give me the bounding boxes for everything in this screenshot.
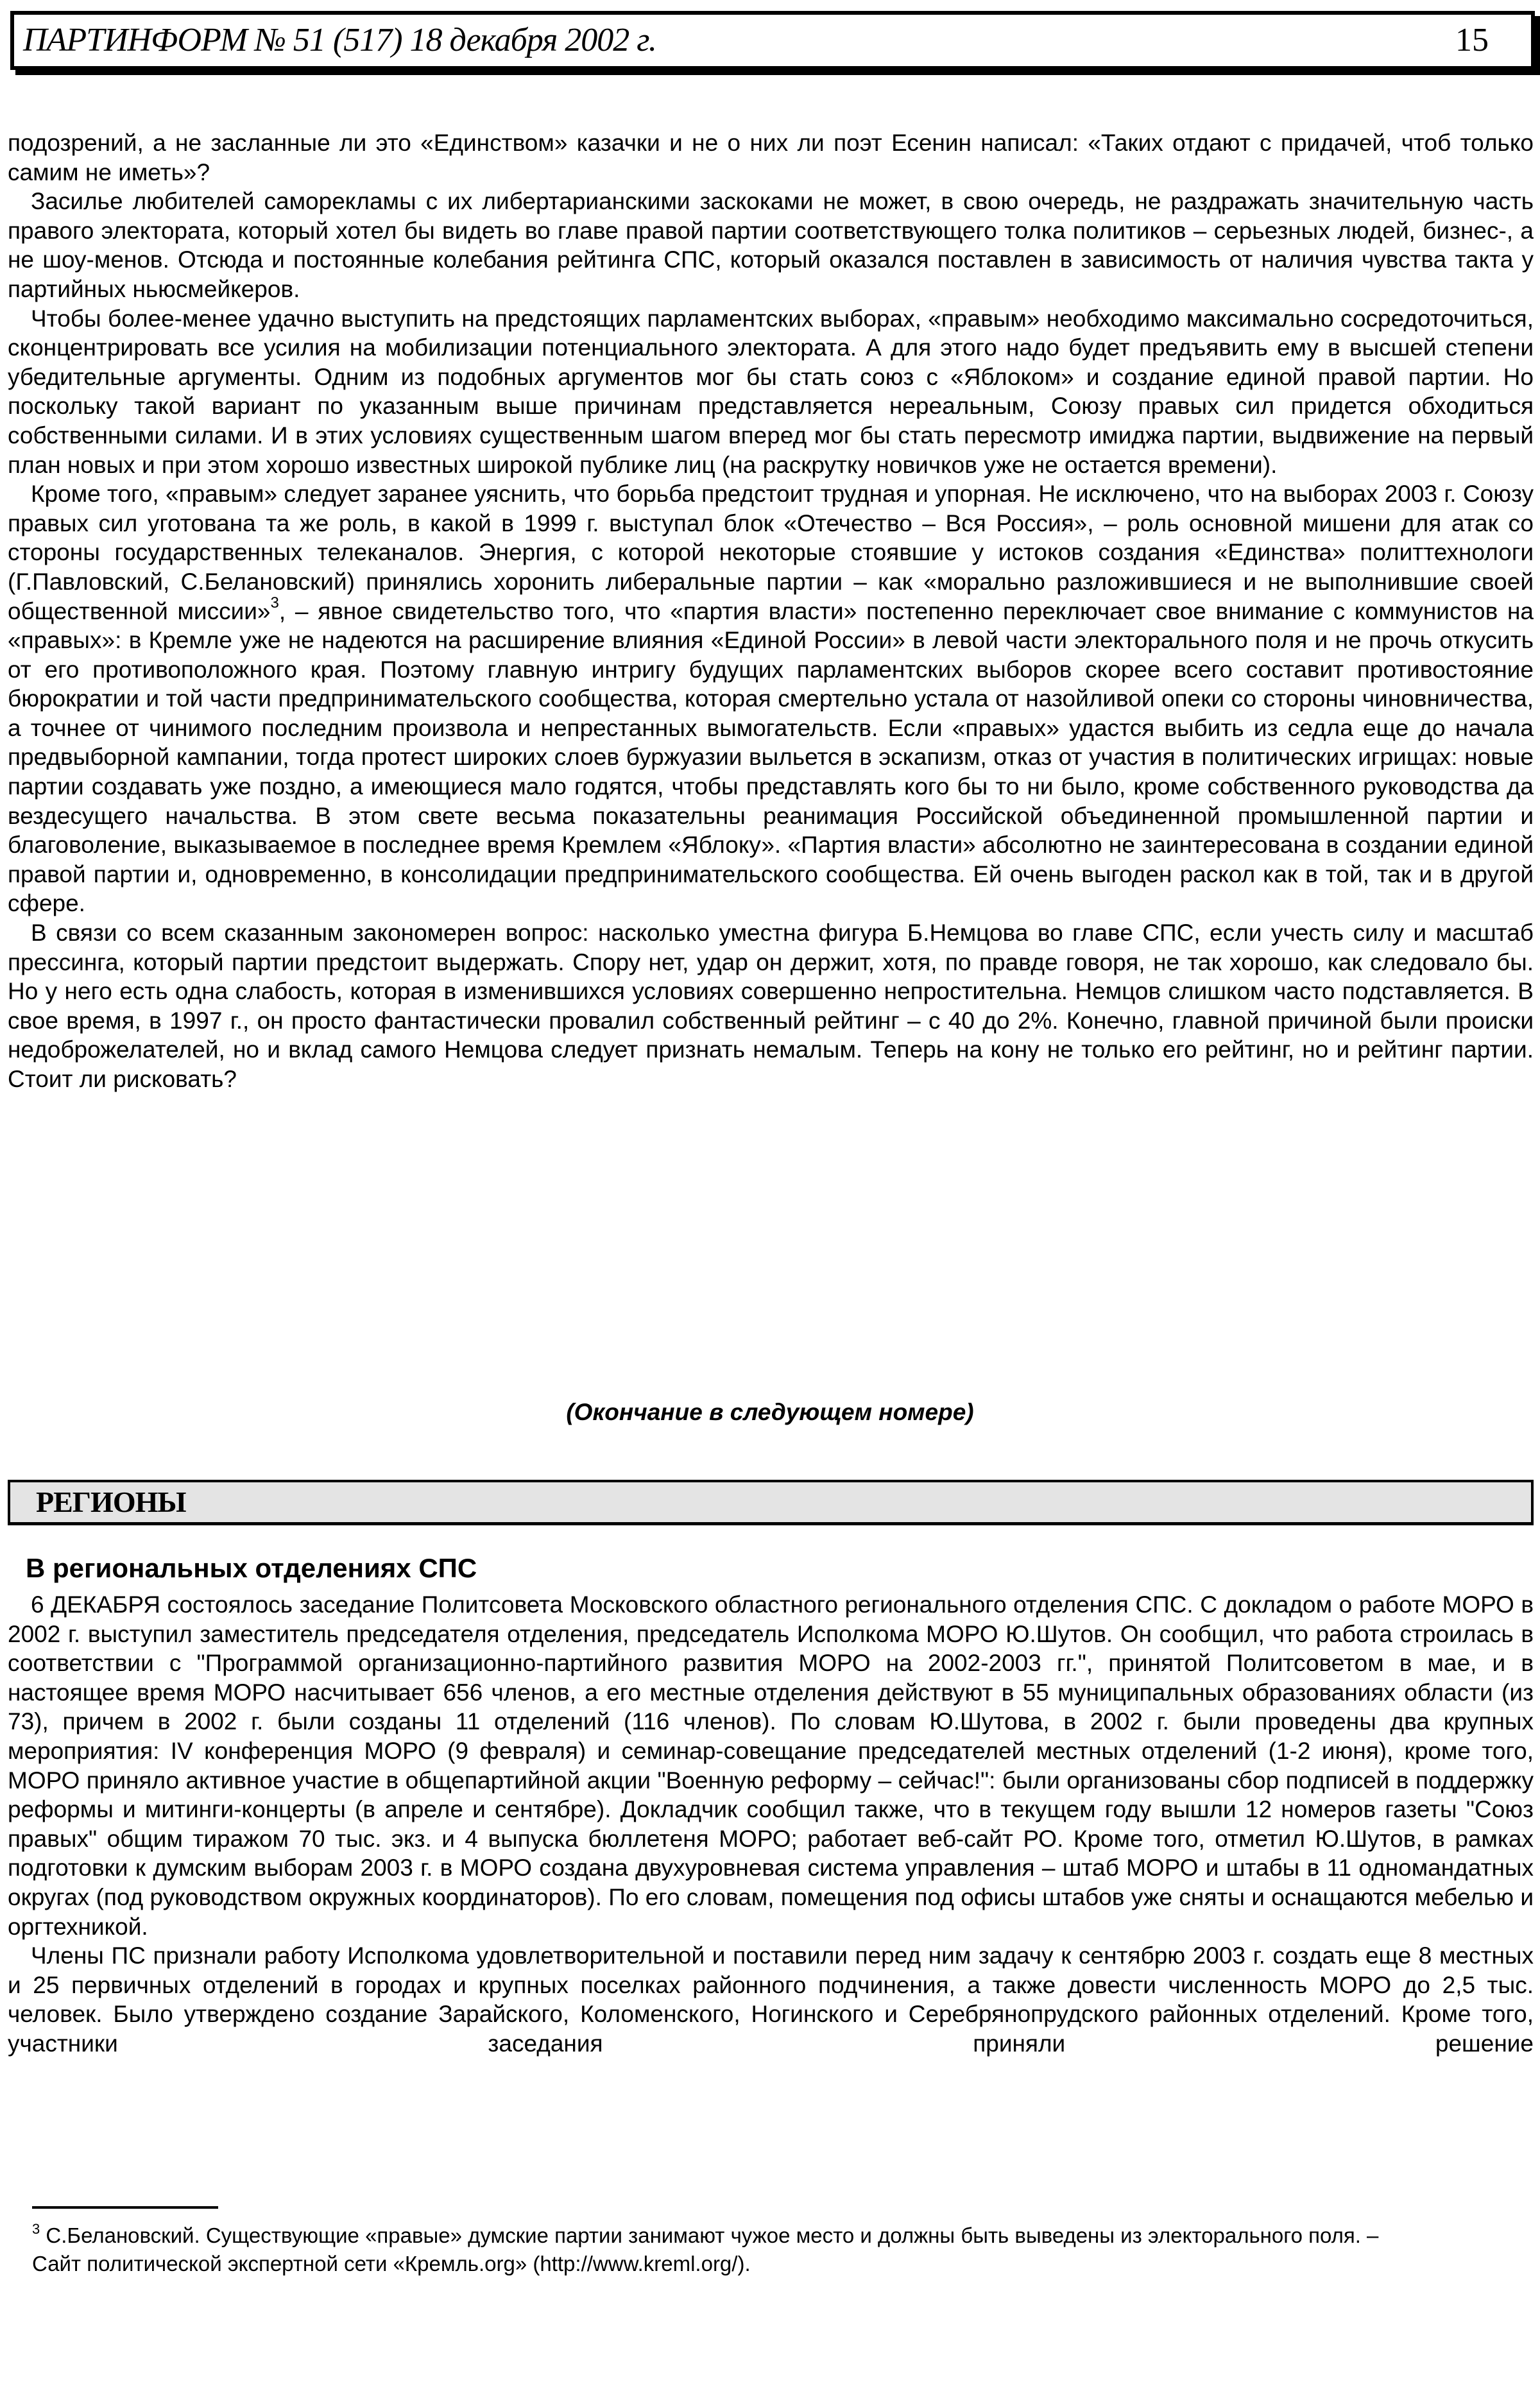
section-bar — [8, 1480, 1534, 1525]
publication-title: ПАРТИНФОРМ № 51 (517) 18 декабря 2002 г. — [23, 22, 656, 58]
footnote-number: 3 — [32, 2221, 40, 2237]
section-title: РЕГИОНЫ — [36, 1486, 186, 1518]
article-title: В региональных отделениях СПС — [26, 1553, 477, 1583]
continuation-note: (Окончание в следующем номере) — [566, 1399, 974, 1425]
article-body-regions — [8, 1590, 1534, 2059]
page-header — [10, 11, 1535, 70]
footnote-text: С.Белановский. Существующие «правые» думские партии занимают чужое место и должны быть выведены из электорального поля. – Сайт политической экспертной сети «Кремль.org» (http://www.kreml.org/). — [32, 2223, 1379, 2275]
footnote-reference[interactable]: 3 — [270, 594, 279, 612]
paragraph-text: Кроме того, «правым» следует заранее уяснить, что борьба предстоит трудная и упорная. Не исключено, что на выборах 2003 г. Союзу правых сил уготована та же роль, в какой в 1999 г. выступал блок «Отечество – Вся Россия», – роль основной мишени для атак со стороны государственных телеканалов. Энергия, с которой некоторые стоявшие у истоков создания «Единства» политтехнологи (Г.Павловский, С.Белановский) принялись хоронить либеральные партии – как «морально разложившиеся и не выполнившие своей общественной миссии» — [8, 481, 1534, 624]
article-body — [8, 128, 1534, 1094]
paragraph: Чтобы более-менее удачно выступить на предстоящих парламентских выборах, «правым» необходимо максимально сосредоточиться, сконцентрировать все усилия на мобилизации потенциального электората. А для этого надо будет предъявить ему в высшей степени убедительные аргументы. Одним из подобных аргументов мог бы стать союз с «Яблоком» и создание единой правой партии. Но поскольку такой вариант по указанным выше причинам представляется нереальным, Союзу правых сил придется обходиться собственными силами. И в этих условиях существенным шагом вперед мог бы стать пересмотр имиджа партии, выдвижение на первый план новых и при этом хорошо известных широкой публике лиц (на раскрутку новичков уже не остается времени). — [8, 305, 1534, 478]
paragraph: Члены ПС признали работу Исполкома удовлетворительной и поставили перед ним задачу к сентябрю 2003 г. создать еще 8 местных и 25 первичных отделений в городах и крупных поселках районного подчинения, а также довести численность МОРО до 2,5 тыс. человек. Было утверждено создание Зарайского, Коломенского, Ногинского и Серебрянопрудского районных отделений. Кроме того, участники заседания приняли решение — [8, 1942, 1534, 2057]
paragraph: В связи со всем сказанным закономерен вопрос: насколько уместна фигура Б.Немцова во главе СПС, если учесть силу и масштаб прессинга, который партии предстоит выдержать. Спору нет, удар он держит, хотя, по правде говоря, не так хорошо, как следовало бы. Но у него есть одна слабость, которая в изменившихся условиях совершенно непростительна. Немцов слишком часто подставляется. В свое время, в 1997 г., он просто фантастически провалил собственный рейтинг – с 40 до 2%. Конечно, главной причиной были происки недоброжелателей, но и вклад самого Немцова следует признать немалым. Теперь на кону не только его рейтинг, но и рейтинг партии. Стоит ли рисковать? — [8, 920, 1534, 1092]
page-number: 15 — [1455, 22, 1489, 58]
paragraph: подозрений, а не засланные ли это «Единством» казачки и не о них ли поэт Есенин написал: «Таких отдают с придачей, чтоб только самим не иметь»? — [8, 130, 1534, 185]
paragraph: Засилье любителей саморекламы с их либертарианскими заскоками не может, в свою очередь, не раздражать значительную часть правого электората, который хотел бы видеть во главе правой партии соответствующего толка политиков – серьезных людей, бизнес-, а не шоу-менов. Отсюда и постоянные колебания рейтинга СПС, который оказался поставлен в зависимость от наличия чувства такта у партийных ньюсмейкеров. — [8, 188, 1534, 302]
footnote-divider — [32, 2206, 218, 2209]
paragraph-text: , – явное свидетельство того, что «партия власти» постепенно переключает свое внимание с коммунистов на «правых»: в Кремле уже не надеются на расширение влияния «Единой России» в левой части электорального поля и не прочь откусить от его противоположного края. Поэтому главную интригу будущих парламентских выборов скорее всего составит противостояние бюрократии и той части предпринимательского сообщества, которая смертельно устала от назойливой опеки со стороны чиновничества, а точнее от чинимого последним произвола и непрестанных вымогательств. Если «правых» удастся выбить из седла еще до начала предвыборной кампании, тогда протест широких слоев буржуазии выльется в эскапизм, отказ от участия в политических игрищах: новые партии создавать уже поздно, а имеющиеся мало годятся, чтобы представлять кого бы то ни было, кроме собственного руководства да вездесущего начальства. В этом свете весьма показательны реанимация Российской объединенной промышленной партии и благоволение, выказываемое в последнее время Кремлем «Яблоку». «Партия власти» абсолютно не заинтересована в создании единой правой партии и, одновременно, в консолидации предпринимательского сообщества. Ей очень выгоден раскол как в той, так и в другой сфере. — [8, 597, 1534, 917]
footnote — [32, 2222, 1380, 2278]
paragraph: 6 ДЕКАБРЯ состоялось заседание Политсовета Московского областного регионального отделения СПС. С докладом о работе МОРО в 2002 г. выступил заместитель председателя отделения, председатель Исполкома МОРО Ю.Шутов. Он сообщил, что работа строилась в соответствии с "Программой организационно-партийного развития МОРО на 2002-2003 гг.", принятой Политсоветом в мае, и в настоящее время МОРО насчитывает 656 членов, а его местные отделения действуют в 55 муниципальных образованиях области (из 73), причем в 2002 г. были созданы 11 отделений (116 членов). По словам Ю.Шутова, в 2002 г. были проведены два крупных мероприятия: IV конференция МОРО (9 февраля) и семинар-совещание председателей местных отделений (1-2 июня), кроме того, МОРО приняло активное участие в общепартийной акции "Военную реформу – сейчас!": были организованы сбор подписей в поддержку реформы и митинги-концерты (в апреле и сентябре). Докладчик сообщил также, что в текущем году вышли 12 номеров газеты "Союз правых" общим тиражом 70 тыс. экз. и 4 выпуска бюллетеня МОРО; работает веб-сайт РО. Кроме того, отметил Ю.Шутов, в рамках подготовки к думским выборам 2003 г. в МОРО создана двухуровневая система управления – штаб МОРО и штабы в 11 одномандатных округах (под руководством окружных координаторов). По его словам, помещения под офисы штабов уже сняты и оснащаются мебелью и оргтехникой. — [8, 1591, 1534, 1940]
paragraph — [8, 479, 1534, 918]
